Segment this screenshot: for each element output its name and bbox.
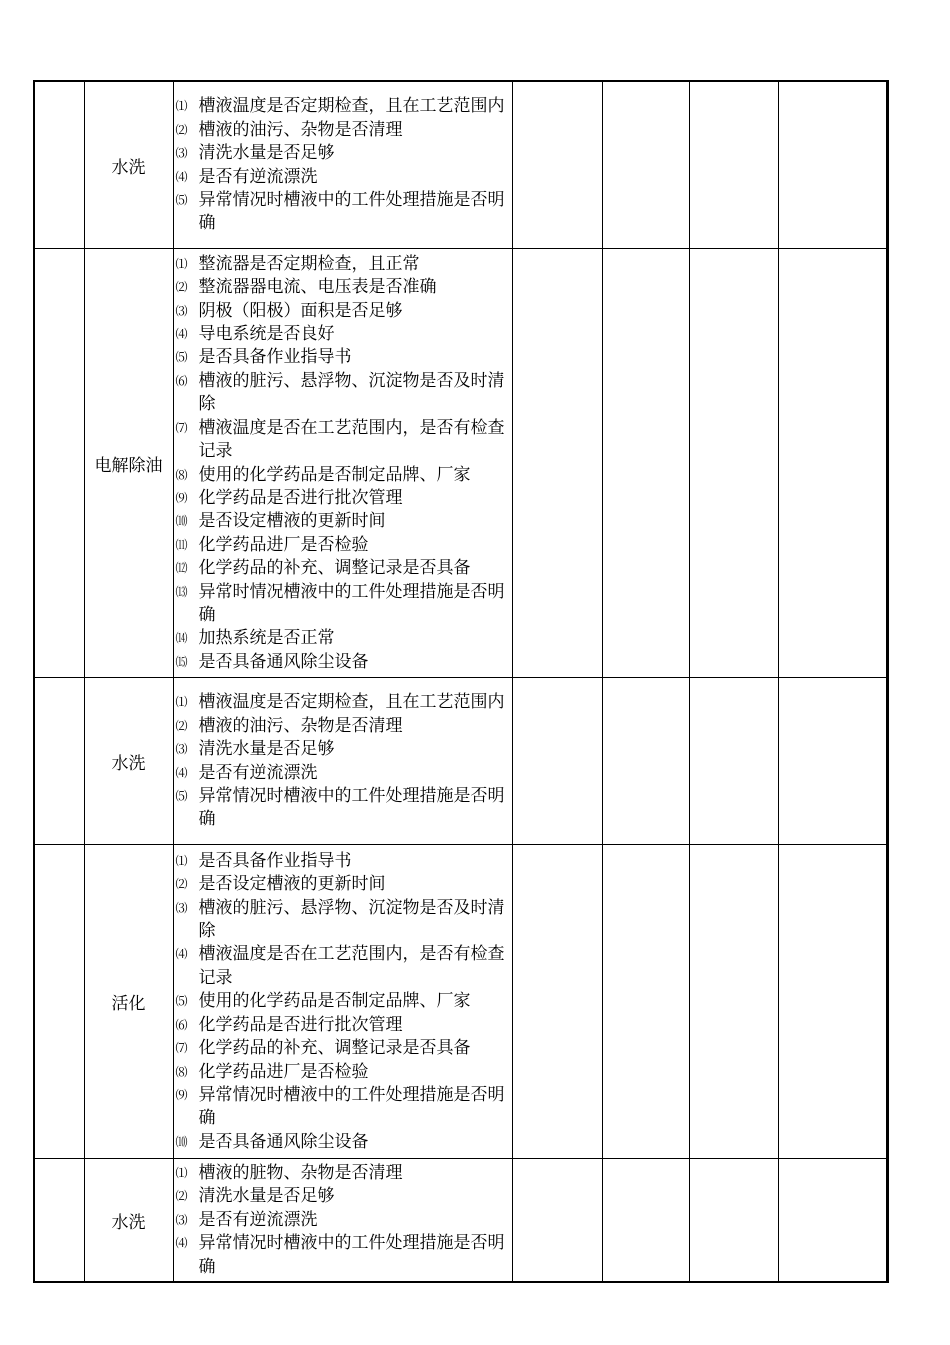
check-item-number: ⑾: [175, 537, 188, 552]
check-item-number: ⑺: [175, 420, 188, 435]
check-item-text: 是否具备通风除尘设备: [198, 1131, 369, 1152]
result-cell: [512, 678, 602, 845]
check-item: [176, 417, 510, 464]
remark-cell: [778, 81, 887, 249]
result-cell: [512, 81, 602, 249]
check-item-number: ⑶: [175, 303, 188, 318]
result-cell: [689, 81, 778, 249]
check-item: [176, 557, 510, 580]
check-item-number: ⑵: [175, 877, 188, 892]
result-cell: [689, 1159, 778, 1283]
check-item: [176, 651, 510, 674]
check-item: [176, 300, 510, 323]
check-item: [176, 534, 510, 557]
result-cell: [689, 678, 778, 845]
table-row: [34, 845, 887, 1159]
check-item-text: 整流器器电流、电压表是否准确: [198, 277, 437, 298]
check-item-number: ⑻: [175, 467, 188, 482]
check-item-number: ⑺: [175, 1041, 188, 1056]
check-item-number: ⑵: [175, 280, 188, 295]
remark-cell: [778, 678, 887, 845]
check-item-number: ⑶: [175, 742, 188, 757]
check-item-number: ⒂: [175, 654, 188, 669]
check-item-number: ⑸: [175, 350, 188, 365]
check-item-text: 是否具备通风除尘设备: [198, 651, 369, 672]
check-item-text: 是否设定槽液的更新时间: [198, 511, 386, 532]
check-item-text: 槽液的油污、杂物是否清理: [198, 119, 403, 140]
check-items-cell: [173, 678, 512, 845]
result-cell: [512, 1159, 602, 1283]
check-item: [176, 1209, 510, 1232]
check-item-text: 槽液的油污、杂物是否清理: [198, 715, 403, 736]
check-item: [176, 897, 510, 944]
check-item: [176, 142, 510, 165]
check-item-number: ⑴: [175, 695, 188, 710]
check-item: [176, 487, 510, 510]
check-item-number: ⑸: [175, 192, 188, 207]
result-cell: [689, 249, 778, 678]
check-item: [176, 581, 510, 628]
check-item-number: ⒁: [175, 631, 188, 646]
table-row: [34, 81, 887, 249]
check-item-text: 化学药品进厂是否检验: [198, 534, 369, 555]
check-item-text: 槽液的脏污、悬浮物、沉淀物是否及时清除: [198, 897, 505, 942]
check-item-text: 槽液的脏物、杂物是否清理: [198, 1163, 403, 1183]
check-item: [176, 762, 510, 785]
check-item: [176, 873, 510, 896]
check-items-cell: [173, 1159, 512, 1283]
check-item-text: 使用的化学药品是否制定品牌、厂家: [198, 464, 471, 485]
check-item-text: 槽液温度是否定期检查，且在工艺范围内: [198, 96, 505, 117]
check-item: [176, 253, 510, 276]
check-items-cell: [173, 249, 512, 678]
process-name-cell: 活化: [84, 845, 173, 1159]
check-item-text: 是否有逆流漂洗: [198, 166, 318, 187]
result-cell: [602, 81, 689, 249]
check-item: [176, 95, 510, 118]
table-row: [34, 1159, 887, 1283]
check-item-text: 加热系统是否正常: [198, 628, 335, 649]
check-item-number: ⑶: [175, 1212, 188, 1227]
blank-cell: [34, 249, 84, 678]
check-items-cell: [173, 81, 512, 249]
check-item: [176, 1162, 510, 1185]
check-item-text: 清洗水量是否足够: [198, 143, 335, 164]
check-item-text: 槽液的脏污、悬浮物、沉淀物是否及时清除: [198, 370, 505, 415]
check-item: [176, 943, 510, 990]
check-item-text: 槽液温度是否定期检查，且在工艺范围内: [198, 692, 505, 713]
check-item-text: 异常情况时槽液中的工件处理措施是否明确: [198, 1233, 505, 1277]
check-item-number: ⑹: [175, 373, 188, 388]
check-item-text: 化学药品的补充、调整记录是否具备: [198, 558, 471, 579]
result-cell: [602, 1159, 689, 1283]
check-item: [176, 370, 510, 417]
result-cell: [689, 845, 778, 1159]
check-item: [176, 1185, 510, 1208]
check-item-number: ⑴: [175, 99, 188, 114]
blank-cell: [34, 81, 84, 249]
check-item: [176, 738, 510, 761]
check-item: [176, 990, 510, 1013]
check-item: [176, 627, 510, 650]
check-item-number: ⑼: [175, 490, 188, 505]
check-item-number: ⑷: [175, 169, 188, 184]
remark-cell: [778, 1159, 887, 1283]
check-item: [176, 1061, 510, 1084]
process-name-cell: 水洗: [84, 81, 173, 249]
check-item-number: ⑿: [175, 561, 188, 576]
check-item: [176, 464, 510, 487]
check-item: [176, 1014, 510, 1037]
check-item-text: 是否设定槽液的更新时间: [198, 874, 386, 895]
remark-cell: [778, 249, 887, 678]
check-item: [176, 785, 510, 832]
check-item-number: ⑽: [175, 514, 188, 529]
check-item-number: ⑽: [175, 1134, 188, 1149]
check-item-text: 导电系统是否良好: [198, 324, 335, 345]
check-item-text: 化学药品是否进行批次管理: [198, 1014, 403, 1035]
check-item-text: 清洗水量是否足够: [198, 739, 335, 760]
remark-cell: [778, 845, 887, 1159]
check-item-text: 异常情况时槽液中的工件处理措施是否明确: [198, 785, 505, 830]
process-name-cell: 水洗: [84, 678, 173, 845]
check-item-text: 槽液温度是否在工艺范围内，是否有检查记录: [198, 944, 505, 988]
table-row: [34, 249, 887, 678]
result-cell: [602, 845, 689, 1159]
blank-cell: [34, 845, 84, 1159]
check-item-text: 是否有逆流漂洗: [198, 1209, 318, 1230]
check-item-text: 异常时情况槽液中的工件处理措施是否明确: [198, 581, 505, 625]
check-item-number: ⑼: [175, 1087, 188, 1102]
check-item-number: ⑸: [175, 788, 188, 803]
check-item-number: ⑴: [175, 1166, 188, 1180]
check-item: [176, 715, 510, 738]
result-cell: [602, 678, 689, 845]
blank-cell: [34, 678, 84, 845]
check-item-number: ⑶: [175, 900, 188, 915]
check-item-text: 异常情况时槽液中的工件处理措施是否明确: [198, 1084, 505, 1129]
check-item-number: ⑷: [175, 1236, 188, 1251]
check-item-number: ⑹: [175, 1017, 188, 1032]
check-item-number: ⑷: [175, 327, 188, 342]
check-items-cell: [173, 845, 512, 1159]
check-item-text: 化学药品是否进行批次管理: [198, 487, 403, 508]
result-cell: [512, 249, 602, 678]
result-cell: [602, 249, 689, 678]
check-item-number: ⑻: [175, 1064, 188, 1079]
check-item-text: 是否具备作业指导书: [198, 850, 352, 871]
check-item-text: 异常情况时槽液中的工件处理措施是否明确: [198, 189, 505, 234]
check-item: [176, 1232, 510, 1279]
check-item-number: ⒀: [175, 584, 188, 599]
check-item-number: ⑵: [175, 122, 188, 137]
check-item-text: 整流器是否定期检查，且正常: [198, 253, 420, 274]
check-item-number: ⑷: [175, 765, 188, 780]
check-item: [176, 189, 510, 236]
check-item-number: ⑵: [175, 718, 188, 733]
result-cell: [512, 845, 602, 1159]
check-item: [176, 166, 510, 189]
check-item-number: ⑵: [175, 1189, 188, 1204]
check-item-number: ⑴: [175, 853, 188, 868]
check-item-number: ⑸: [175, 994, 188, 1009]
check-item: [176, 346, 510, 369]
check-item: [176, 323, 510, 346]
check-item: [176, 1131, 510, 1154]
check-item-text: 槽液温度是否在工艺范围内，是否有检查记录: [198, 417, 505, 462]
check-item-text: 使用的化学药品是否制定品牌、厂家: [198, 991, 471, 1012]
check-item-text: 是否具备作业指导书: [198, 347, 352, 368]
check-item: [176, 510, 510, 533]
audit-checklist-table: [33, 80, 889, 1283]
process-name-cell: 水洗: [84, 1159, 173, 1283]
process-name-cell: 电解除油: [84, 249, 173, 678]
check-item: [176, 691, 510, 714]
blank-cell: [34, 1159, 84, 1283]
check-item-number: ⑶: [175, 146, 188, 161]
check-item: [176, 276, 510, 299]
check-item-text: 阴极（阳极）面积是否足够: [198, 300, 403, 321]
check-item: [176, 119, 510, 142]
check-item-text: 化学药品的补充、调整记录是否具备: [198, 1038, 471, 1059]
table-row: [34, 678, 887, 845]
check-item-text: 清洗水量是否足够: [198, 1186, 335, 1207]
check-item: [176, 1037, 510, 1060]
check-item-text: 是否有逆流漂洗: [198, 762, 318, 783]
table-body: [34, 81, 887, 1282]
check-item: [176, 850, 510, 873]
check-item: [176, 1084, 510, 1131]
check-item-number: ⑴: [175, 256, 188, 271]
check-item-text: 化学药品进厂是否检验: [198, 1061, 369, 1082]
check-item-number: ⑷: [175, 947, 188, 962]
